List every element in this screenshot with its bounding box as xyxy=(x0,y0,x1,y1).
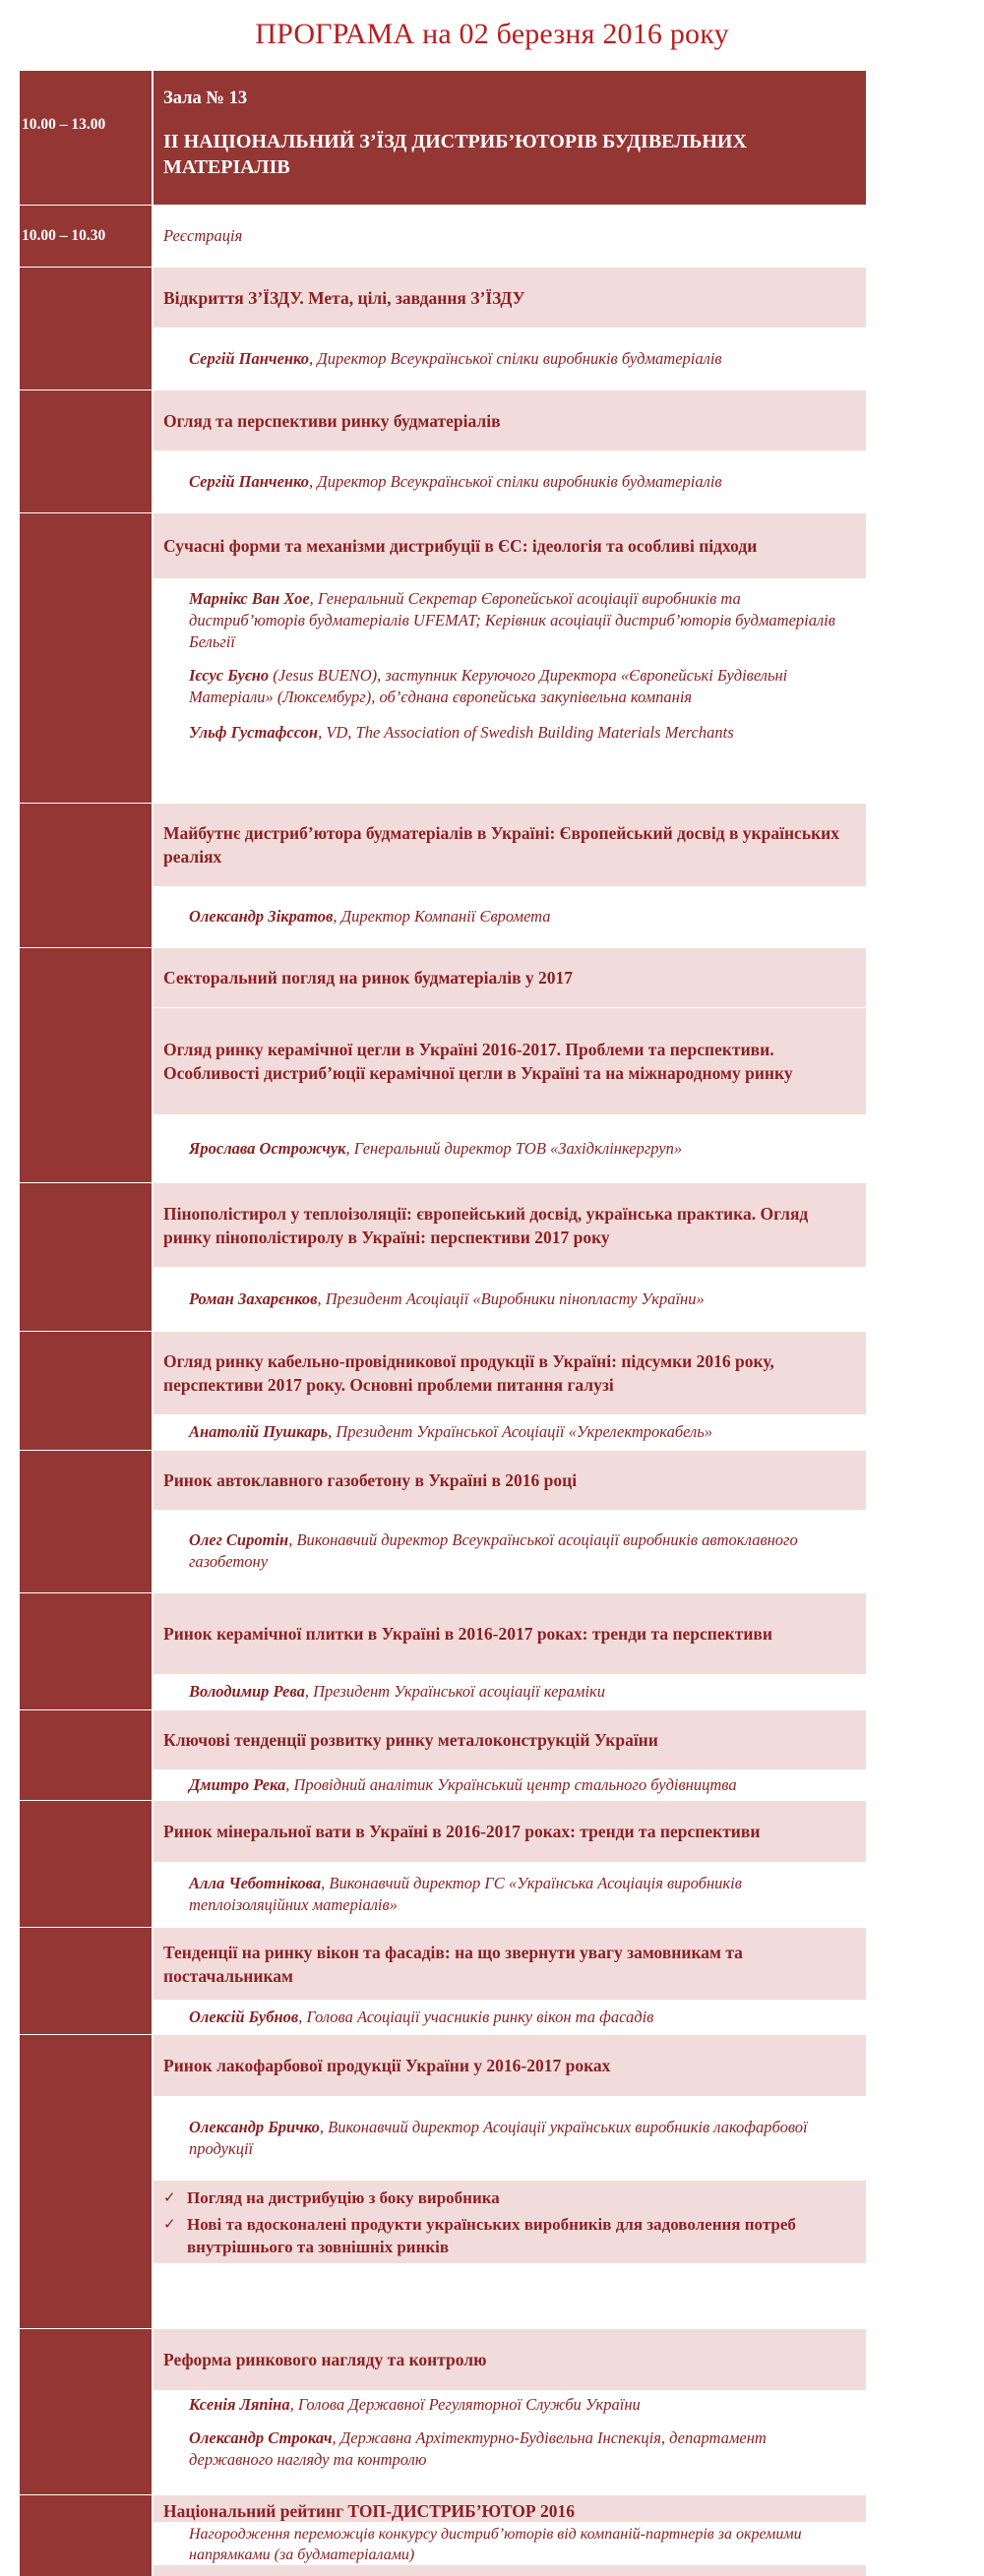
session-block xyxy=(20,803,866,947)
session-block xyxy=(20,1182,866,1331)
speaker-role: , Виконавчий директор Всеукраїнської асоціації виробників автоклавного газобетону xyxy=(189,1530,798,1571)
time-cell xyxy=(20,206,154,267)
bullet-item xyxy=(163,2209,856,2258)
session-block xyxy=(20,2034,866,2328)
registration-time: 10.00 – 10.30 xyxy=(22,227,106,244)
session-content xyxy=(154,268,866,389)
speaker-role: , Державна Архітектурно-Будівельна Інспекція, департамент державного нагляду та контролю xyxy=(189,2428,767,2469)
session-title: Ринок автоклавного газобетону в Україні в 2016 році xyxy=(154,1451,866,1510)
session-title: Ринок лакофарбової продукції України у 2016-2017 роках xyxy=(154,2035,866,2096)
time-cell xyxy=(20,1801,154,1927)
session-content xyxy=(154,948,866,1182)
session-content xyxy=(154,390,866,512)
time-cell xyxy=(20,948,154,1182)
time-cell xyxy=(20,71,154,205)
speaker-role: , Президент Української асоціації кераміки xyxy=(304,1682,606,1701)
session-title: Реформа ринкового нагляду та контролю xyxy=(154,2329,866,2390)
speaker-name: Олексій Бубнов xyxy=(189,2007,299,2026)
room-label: Зала № 13 xyxy=(163,89,248,108)
rating-title: Національний рейтинг ТОП-ДИСТРИБ’ЮТОР 2016 xyxy=(163,2501,575,2521)
time-cell xyxy=(20,1332,154,1450)
blank-space xyxy=(154,2263,866,2328)
bullet-text: Погляд на дистрибуцію з боку виробника xyxy=(187,2188,500,2207)
bullet-item xyxy=(163,2187,856,2209)
speaker xyxy=(154,1414,866,1450)
speaker-name: Сергій Панченко xyxy=(189,348,310,368)
speaker xyxy=(189,653,846,708)
speaker xyxy=(189,708,846,744)
session-title: Огляд ринку керамічної цегли в Україні 2016-2017. Проблеми та перспективи. Особливості дистриб’юції керамічної цегли в Україні та на міжнародному ринку xyxy=(154,1007,866,1114)
bullet-text: Нові та вдосконалені продукти українських виробників для задоволення потреб внутрішнього та зовнішніх ринків xyxy=(187,2215,796,2256)
session-title: Відкриття З’ЇЗДУ. Мета, цілі, завдання З’ЇЗДУ xyxy=(154,268,866,328)
speaker-role: , Виконавчий директор ГС «Українська Асоціація виробників теплоізоляційних матеріалів» xyxy=(189,1874,742,1914)
session-title: Огляд та перспективи ринку будматеріалів xyxy=(154,390,866,450)
session-title: Пінополістирол у теплоізоляції: європейський досвід, українська практика. Огляд ринку пінополістиролу в Україні: перспективи 2017 року xyxy=(154,1183,866,1267)
session-title: Ключові тенденції розвитку ринку металоконструкцій України xyxy=(154,1710,866,1769)
session-content xyxy=(154,804,866,947)
session-content xyxy=(154,1928,866,2034)
speaker-role: , Генеральний Секретар Європейської асоціації виробників та дистриб’юторів будматеріалів UFEMAT; Керівник асоціації дистриб’юторів будматеріалів Бельгії xyxy=(189,589,835,651)
session-block xyxy=(20,267,866,389)
speaker-role: , VD, The Association of Swedish Building Materials Merchants xyxy=(318,723,734,742)
speaker-role: , Голова Державної Регуляторної Служби України xyxy=(289,2395,641,2414)
session-content xyxy=(154,513,866,803)
session-content xyxy=(154,1451,866,1592)
session-block xyxy=(20,2328,866,2494)
speaker-list xyxy=(154,2390,866,2494)
speaker-name: Алла Чеботнікова xyxy=(189,1874,322,1892)
speaker-name: Ксенія Ляпіна xyxy=(189,2395,290,2414)
session-content xyxy=(154,1332,866,1450)
session-block xyxy=(20,1927,866,2034)
session-block xyxy=(20,1592,866,1709)
speaker xyxy=(154,1862,866,1927)
speaker xyxy=(154,886,866,947)
time-cell xyxy=(20,1928,154,2034)
speaker xyxy=(154,2096,866,2181)
program-table xyxy=(20,71,866,2576)
speaker-role: , Голова Асоціації учасників ринку вікон та фасадів xyxy=(298,2007,654,2026)
header-time: 10.00 – 13.00 xyxy=(22,116,106,133)
time-cell xyxy=(20,1710,154,1800)
speaker xyxy=(154,1267,866,1331)
speaker-name: Олександр Зікратов xyxy=(189,907,334,926)
session-content xyxy=(154,1593,866,1709)
speaker xyxy=(189,2390,846,2416)
speaker-role: , Президент Української Асоціації «Укрелектрокабель» xyxy=(328,1422,713,1441)
event-title: ІІ НАЦІОНАЛЬНИЙ З’ЇЗД ДИСТРИБ’ЮТОРІВ БУДІВЕЛЬНИХ МАТЕРІАЛІВ xyxy=(163,131,747,178)
speaker-role: , Президент Асоціації «Виробники пінопласту України» xyxy=(317,1288,705,1308)
time-cell xyxy=(20,268,154,389)
registration-row xyxy=(20,205,866,267)
session-title: Тенденції на ринку вікон та фасадів: на що звернути увагу замовникам та постачальникам xyxy=(154,1928,866,2000)
speaker-role: , Директор Компанії Євромета xyxy=(333,907,551,926)
header-row xyxy=(20,71,866,205)
time-cell xyxy=(20,1451,154,1592)
speaker-name: Роман Захарєнков xyxy=(189,1288,318,1308)
session-block xyxy=(20,512,866,803)
session-block xyxy=(20,1450,866,1592)
session-title: Ринок мінеральної вати в Україні в 2016-2017 роках: тренди та перспективи xyxy=(154,1801,866,1862)
speaker xyxy=(189,2416,846,2471)
speaker-name: Дмитро Река xyxy=(189,1774,286,1794)
speaker-name: Олександр Бричко xyxy=(189,2118,320,2136)
registration-label: Реєстрація xyxy=(154,206,866,267)
speaker xyxy=(154,1510,866,1592)
speaker-name: Ярослава Острожчук xyxy=(189,1138,346,1158)
speaker-name: Ульф Густафссон xyxy=(189,723,319,742)
speaker-role: , Директор Всеукраїнської спілки виробників будматеріалів xyxy=(309,471,722,491)
session-title: Сучасні форми та механізми дистрибуції в ЄС: ідеологія та особливі підходи xyxy=(154,513,866,578)
speaker xyxy=(154,1114,866,1182)
speaker xyxy=(154,1769,866,1800)
speaker xyxy=(154,328,866,389)
checkmark-icon: ✓ xyxy=(163,2188,176,2206)
speaker-role: (Jesus BUENO), заступник Керуючого Директора «Європейські Будівельні Матеріали» (Люксембург), об’єднана європейська закупівельна компанія xyxy=(189,666,788,706)
speaker-name: Анатолій Пушкарь xyxy=(189,1422,329,1441)
time-cell xyxy=(20,513,154,803)
speaker-name: Олег Сиротін xyxy=(189,1530,289,1549)
speaker xyxy=(189,578,846,653)
page-title-wrap xyxy=(0,18,984,51)
session-block xyxy=(20,389,866,512)
session-block xyxy=(20,947,866,1182)
time-cell xyxy=(20,2035,154,2328)
bullet-list xyxy=(154,2181,866,2263)
rating-subtitle: Нагородження переможців конкурсу дистриб’юторів від компаній-партнерів за окремими напрямками (за будматеріалами) xyxy=(154,2522,866,2565)
session-content xyxy=(154,1801,866,1927)
session-content xyxy=(154,2035,866,2328)
speaker xyxy=(154,2000,866,2034)
speaker-list xyxy=(154,578,866,803)
speaker xyxy=(154,450,866,512)
speaker-name: Марнікс Ван Хое xyxy=(189,589,310,608)
session-block xyxy=(20,1800,866,1927)
time-cell xyxy=(20,2329,154,2494)
session-block xyxy=(20,1331,866,1450)
session-title: Майбутнє дистриб’ютора будматеріалів в Україні: Європейський досвід в українських реаліях xyxy=(154,804,866,886)
time-cell xyxy=(20,1183,154,1331)
session-content xyxy=(154,1710,866,1800)
speaker-name: Олександр Строкач xyxy=(189,2428,333,2447)
speaker-name: Володимир Рева xyxy=(189,1682,305,1701)
session-content xyxy=(154,1183,866,1331)
speaker-role: , Директор Всеукраїнської спілки виробників будматеріалів xyxy=(309,348,722,368)
page-title: ПРОГРАМА на 02 березня 2016 року xyxy=(255,18,729,50)
checkmark-icon: ✓ xyxy=(163,2215,176,2233)
time-cell xyxy=(20,1593,154,1709)
time-cell xyxy=(20,804,154,947)
session-content xyxy=(154,2329,866,2494)
section-heading: Секторальний погляд на ринок будматеріалів у 2017 xyxy=(154,948,866,1007)
speaker-role: , Генеральний директор ТОВ «Західклінкергруп» xyxy=(345,1138,683,1158)
speaker-role: , Виконавчий директор Асоціації українських виробників лакофарбової продукції xyxy=(189,2118,808,2158)
speaker-role: , Провідний аналітик Український центр стального будівництва xyxy=(285,1774,737,1794)
speaker-name: Ієсус Буєно xyxy=(189,666,270,685)
speaker xyxy=(154,1674,866,1709)
speaker-name: Сергій Панченко xyxy=(189,471,310,491)
session-title: Ринок керамічної плитки в Україні в 2016-2017 роках: тренди та перспективи xyxy=(154,1593,866,1674)
time-cell xyxy=(20,390,154,512)
session-title: Огляд ринку кабельно-провідникової продукції в Україні: підсумки 2016 року, перспективи 2017 року. Основні проблеми питання галузі xyxy=(154,1332,866,1414)
header-content xyxy=(154,71,866,205)
session-block xyxy=(20,1709,866,1800)
